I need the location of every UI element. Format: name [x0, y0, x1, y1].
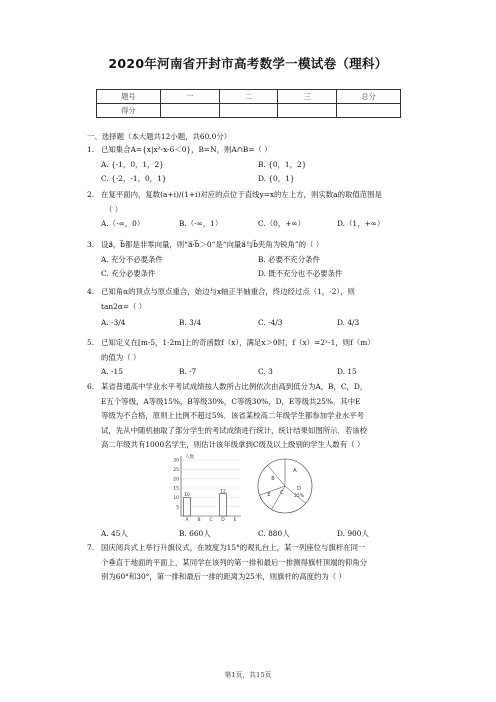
- options-row: [101, 365, 412, 380]
- x-tick-label: A: [185, 518, 189, 522]
- option-a[interactable]: A. 充分不必要条件: [101, 254, 163, 264]
- section-heading: 一、选择题（本大题共12小题，共60.0分）: [87, 132, 232, 141]
- question-5: [87, 336, 412, 380]
- pie-slice-label: C: [280, 490, 284, 496]
- page-footer: 第1页，共15页: [224, 671, 272, 679]
- option-a[interactable]: A. 45人: [101, 529, 128, 538]
- score-table-cell: 一: [160, 90, 219, 104]
- option-b[interactable]: B. 必要不充分条件: [258, 254, 320, 264]
- question-stem: 设a⃗，b⃗都是非零向量，则“a⃗·b⃗＞0”是“向量a⃗与b⃗夹角为锐角”的（ ）: [101, 240, 324, 249]
- score-table: [96, 89, 401, 118]
- x-tick-label: B: [197, 518, 201, 522]
- options-row: [101, 253, 412, 268]
- question-line: 国庆阅兵式上举行升旗仪式，在坡度为15°的观礼台上，某一列座位与旗杆在同一: [101, 543, 366, 552]
- question-6: [87, 380, 412, 453]
- y-tick-label: 15: [173, 486, 179, 492]
- score-table-cell: 题号: [97, 90, 161, 104]
- question-stem: 已知集合A={x|x²-x-6＜0}，B=N，则A∩B=（ ）: [101, 145, 272, 154]
- score-table-cell: 三: [278, 90, 337, 104]
- options-row: [101, 172, 412, 187]
- question-number: 7.: [87, 543, 95, 552]
- options-row: [101, 527, 412, 542]
- question-number: 6.: [87, 382, 95, 391]
- pie-slice-label: E: [267, 492, 271, 498]
- score-table-cell[interactable]: [278, 104, 337, 118]
- question-3: [87, 238, 412, 282]
- pie-slice-label: D: [297, 486, 301, 492]
- options-row: [101, 267, 412, 282]
- question-line: E五个等级，A等级15%，B等级30%，C等级30%，D，E等级共25%．其中E: [101, 396, 361, 406]
- score-table-cell: 二: [219, 90, 278, 104]
- question-line: 别为60°和30°，第一排和最后一排的距离为25米，则旗杆的高度约为（ ）: [101, 572, 346, 581]
- options-row: [101, 158, 412, 173]
- question-line: 高二年级共有1000名学生，则估计该年级拿到C级及以上级别的学生人数有（ ）: [101, 440, 365, 449]
- question-number: 4.: [87, 287, 95, 296]
- question-number: 2.: [87, 190, 95, 199]
- option-a[interactable]: A.（-∞，0）: [101, 219, 145, 228]
- option-d[interactable]: D. 15: [337, 367, 357, 376]
- x-tick-label: C: [209, 518, 213, 522]
- options-row: [101, 314, 412, 332]
- bar: [220, 494, 227, 516]
- option-c[interactable]: C. 880人: [258, 529, 290, 538]
- question-number: 3.: [87, 240, 95, 249]
- option-b[interactable]: B. -7: [179, 367, 197, 376]
- score-table-score-row: [97, 104, 401, 118]
- y-tick-label: 30: [173, 458, 179, 464]
- option-c[interactable]: C. -4/3: [258, 318, 283, 327]
- y-tick-label: 5: [176, 505, 179, 511]
- pie-slice-label: B: [271, 476, 275, 482]
- option-d[interactable]: D. 既不充分也不必要条件: [258, 269, 343, 278]
- pie-chart: [258, 459, 312, 513]
- option-d[interactable]: D. {0，1}: [258, 174, 295, 183]
- bar: [184, 497, 191, 516]
- bar-value-label: 10: [184, 493, 190, 499]
- question-2: [87, 188, 412, 232]
- option-d[interactable]: D. 4/3: [337, 318, 360, 327]
- x-tick-label: D: [221, 518, 225, 522]
- option-c[interactable]: C.（0，+∞）: [258, 219, 305, 228]
- option-d[interactable]: D. 900人: [337, 529, 369, 538]
- question-4: [87, 285, 412, 332]
- page-title: 2020年河南省开封市高考数学一模试卷（理科）: [108, 56, 388, 71]
- y-tick-label: 25: [173, 467, 179, 473]
- question-line: 试，先从中随机抽取了部分学生的考试成绩进行统计，统计结果如图所示．若该校: [101, 425, 368, 435]
- option-a[interactable]: A. -3/4: [101, 318, 126, 327]
- question-stem: 已知角α的顶点与原点重合，始边与x轴正半轴重合，终边经过点（1，-2），则: [101, 287, 355, 296]
- question-line: 某省普通高中学业水平考试成绩按人数所占比例依次由高到低分为A，B，C，D，: [101, 382, 368, 391]
- y-tick-label: 10: [173, 495, 179, 501]
- question-line: 个垂直于地面的平面上，某同学在该列的第一排和最后一排测得旗杆顶端的仰角分: [101, 557, 368, 567]
- question-stem-cont: 的值为（ ）: [101, 352, 141, 362]
- option-b[interactable]: B. 660人: [179, 529, 211, 538]
- question-stem: 已知定义在[m-5，1-2m]上的奇函数f（x），满足x＞0时，f（x）=2ˣ-1，则f（m）: [101, 338, 375, 347]
- option-b[interactable]: B. {0，1，2}: [258, 159, 307, 169]
- y-tick-label: 20: [173, 477, 179, 483]
- question-1: [87, 143, 412, 187]
- score-table-cell[interactable]: [219, 104, 278, 118]
- options-row: [101, 217, 412, 232]
- question-stem-cont: （ ）: [105, 204, 123, 214]
- score-table-header-row: [97, 90, 401, 104]
- y-axis-label: 人数: [185, 455, 194, 460]
- score-table-cell: 得分: [97, 104, 161, 118]
- score-table-cell: 总分: [337, 90, 401, 104]
- option-c[interactable]: C. 3: [258, 367, 273, 376]
- grade-figure: [165, 452, 385, 522]
- question-stem: 在复平面内，复数(a+i)/(1+i)对应的点位于直线y=x的左上方，则实数a的取值范围是: [101, 190, 382, 199]
- option-c[interactable]: C. {-2，-1，0，1}: [101, 174, 167, 183]
- option-c[interactable]: C. 充分必要条件: [101, 269, 156, 278]
- option-a[interactable]: A. -15: [101, 367, 123, 376]
- question-7: [87, 541, 412, 585]
- option-b[interactable]: B.（-∞，1）: [179, 219, 223, 228]
- score-table-cell[interactable]: [160, 104, 219, 118]
- bar-chart: [173, 453, 241, 522]
- question-6-options: [87, 527, 412, 542]
- option-a[interactable]: A. {-1，0，1，2}: [101, 159, 164, 169]
- score-table-cell[interactable]: [337, 104, 401, 118]
- question-stem-cont: tan2α=（ ）: [101, 301, 147, 311]
- pie-slice-label: A: [293, 468, 297, 474]
- option-d[interactable]: D.（1，+∞）: [337, 219, 385, 228]
- bar-value-label: 12: [220, 489, 226, 495]
- x-tick-label: E: [233, 518, 237, 522]
- pie-percent-label: 25%: [293, 494, 305, 499]
- question-number: 1.: [87, 145, 95, 154]
- option-b[interactable]: B. 3/4: [179, 318, 202, 327]
- question-number: 5.: [87, 338, 95, 347]
- question-line: 等级为不合格，原则上比例不超过5%．该省某校高二年级学生都参加学业水平考: [101, 411, 365, 420]
